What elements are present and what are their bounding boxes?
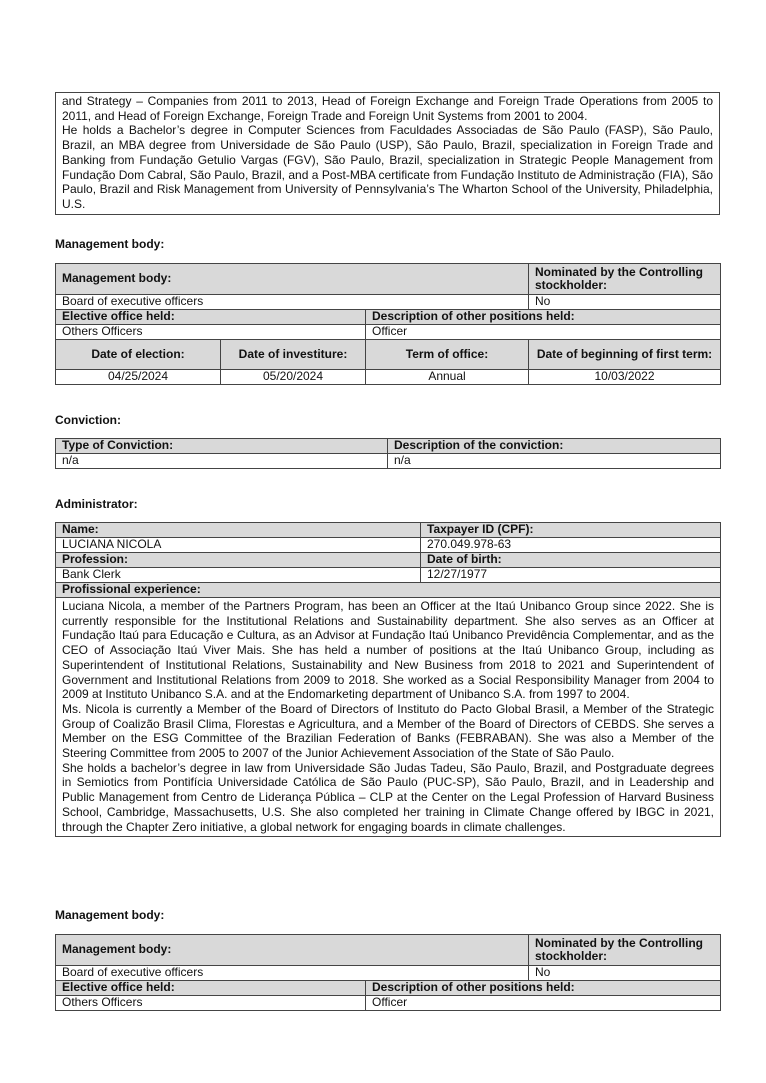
management-body-table-2	[55, 934, 720, 1011]
header-nominated: Nominated by the Controlling stockholder:	[529, 264, 721, 295]
header-elective-office: Elective office held:	[56, 310, 366, 325]
conviction-type-value: n/a	[56, 454, 388, 469]
name-value: LUCIANA NICOLA	[56, 538, 421, 553]
management-body-table	[55, 263, 720, 385]
other-positions-value: Officer	[366, 996, 721, 1011]
section-heading-conviction: Conviction:	[55, 413, 121, 427]
header-elective-office: Elective office held:	[56, 981, 366, 996]
header-nominated: Nominated by the Controlling stockholder:	[529, 935, 721, 966]
management-body-value: Board of executive officers	[56, 966, 529, 981]
first-term-date-value: 10/03/2022	[529, 370, 721, 385]
date-of-investiture-value: 05/20/2024	[221, 370, 366, 385]
conviction-description-value: n/a	[388, 454, 721, 469]
management-body-value: Board of executive officers	[56, 295, 529, 310]
section-heading-administrator: Administrator:	[55, 497, 138, 511]
header-term-of-office: Term of office:	[366, 340, 529, 370]
other-positions-value: Officer	[366, 325, 721, 340]
header-management-body: Management body:	[56, 264, 529, 295]
paragraph: He holds a Bachelor’s degree in Computer Sciences from Faculdades Associadas de São Paulo (FASP), São Paulo, Brazil, an MBA degree from Universidade de São Paulo (USP), São Paulo, Brazil, specialization in Foreign Trade and Banking from Fundação Getulio Vargas (FGV), São Paulo, Brazil, specialization in Strategic People Management from Fundação Dom Cabral, São Paulo, Brazil, and a Post-MBA certificate from Fundação Instituto de Administração (FIA), São Paulo, Brazil and Risk Management from University of Pennsylvania’s The Wharton School of the University, Philadelphia, U.S.	[62, 123, 713, 211]
header-conviction-type: Type of Conviction:	[56, 439, 388, 454]
date-of-election-value: 04/25/2024	[56, 370, 221, 385]
paragraph: She holds a bachelor’s degree in law from Universidade São Judas Tadeu, São Paulo, Brazil, and Postgraduate degrees in Semiotics from Pontifícia Universidade Católica de São Paulo (PUC-SP), São Paulo, Brazil, and in Leadership and Public Management from Centro de Liderança Pública – CLP at the Center on the Legal Profession of Harvard Business School, Cambridge, Massachusetts, U.S. She also completed her training in Climate Change offered by IBGC in 2021, through the Chapter Zero initiative, a global network for engaging boards in climate challenges.	[62, 760, 714, 834]
header-management-body: Management body:	[56, 935, 529, 966]
header-cpf: Taxpayer ID (CPF):	[421, 523, 721, 538]
header-profession: Profession:	[56, 553, 421, 568]
header-conviction-description: Description of the conviction:	[388, 439, 721, 454]
professional-experience-text	[56, 598, 721, 837]
elective-office-value: Others Officers	[56, 325, 366, 340]
header-date-of-election: Date of election:	[56, 340, 221, 370]
header-name: Name:	[56, 523, 421, 538]
administrator-table	[55, 522, 720, 837]
header-first-term-date: Date of beginning of first term:	[529, 340, 721, 370]
section-heading-management-body: Management body:	[55, 237, 165, 251]
header-other-positions: Description of other positions held:	[366, 310, 721, 325]
paragraph: Ms. Nicola is currently a Member of the Board of Directors of Instituto do Pacto Global Brasil, a Member of the Strategic Group of Coalizão Brasil Clima, Florestas e Agricultura, and a Member of the Board of Directors of CEBDS. She serves a Member on the ESG Committee of the Brazilian Federation of Banks (FEBRABAN). She was also a Member of the Steering Committee from 2005 to 2007 of the Junior Achievement Association of the State of São Paulo.	[62, 701, 714, 761]
header-other-positions: Description of other positions held:	[366, 981, 721, 996]
cpf-value: 270.049.978-63	[421, 538, 721, 553]
paragraph: and Strategy – Companies from 2011 to 2013, Head of Foreign Exchange and Foreign Trade Operations from 2005 to 2011, and Head of Foreign Exchange, Foreign Trade and Foreign Unit Systems from 2001 to 2004.	[62, 94, 713, 123]
paragraph: Luciana Nicola, a member of the Partners Program, has been an Officer at the Itaú Unibanco Group since 2022. She is currently responsible for the Institutional Relations and Sustainability department. She also serves as an Officer at Fundação Itaú para Educação e Cultura, as an Advisor at Fundação Itaú Unibanco Previdência Complementar, and as the CEO of Associação Itaú Viver Mais. She has held a number of positions at the Itaú Unibanco Group, including as Superintendent of Institutional Relations, Sustainability and New Business from 2018 to 2021 and Superintendent of Government and Institutional Relations from 2009 to 2018. She worked as a Social Responsibility Manager from 2004 to 2009 at Instituto Unibanco S.A. and at the Endomarketing department of Unibanco S.A. from 1997 to 2004.	[62, 599, 714, 702]
nominated-value: No	[529, 966, 721, 981]
term-of-office-value: Annual	[366, 370, 529, 385]
nominated-value: No	[529, 295, 721, 310]
date-of-birth-value: 12/27/1977	[421, 568, 721, 583]
header-date-of-investiture: Date of investiture:	[221, 340, 366, 370]
profession-value: Bank Clerk	[56, 568, 421, 583]
header-date-of-birth: Date of birth:	[421, 553, 721, 568]
elective-office-value: Others Officers	[56, 996, 366, 1011]
section-heading-management-body-2: Management body:	[55, 908, 165, 922]
conviction-table	[55, 438, 720, 469]
header-professional-experience: Profissional experience:	[56, 583, 721, 598]
previous-experience-box	[55, 92, 720, 215]
